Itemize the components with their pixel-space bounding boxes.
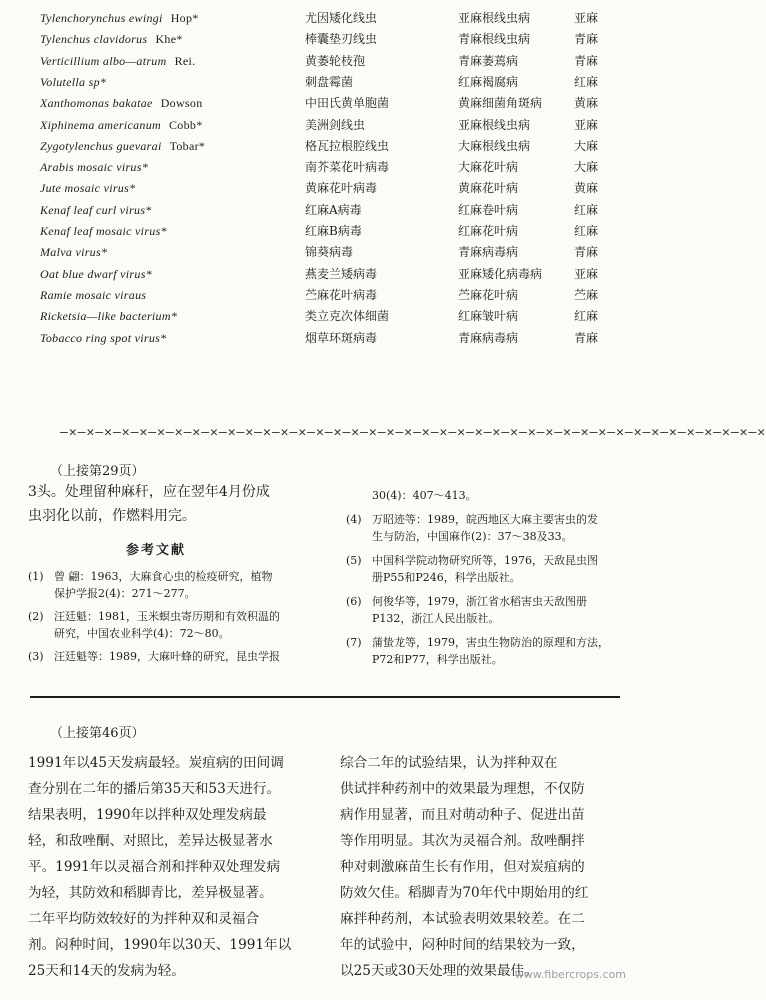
reference-line: 何俊华等，1979，浙江省水稻害虫天敌图册 <box>372 595 587 608</box>
crop-name: 红麻 <box>574 309 599 324</box>
table-row <box>0 157 640 178</box>
crop-name: 青麻 <box>574 32 599 47</box>
body-line: 查分别在二年的播后第35天和53天进行。 <box>28 781 281 797</box>
latin-name <box>40 264 160 285</box>
chinese-name: 黄萎轮枝孢 <box>305 53 366 68</box>
reference-number: (5) <box>346 554 362 567</box>
crop-name: 苎麻 <box>574 287 599 302</box>
reference-number: (3) <box>28 650 44 663</box>
table-row <box>0 264 640 285</box>
crop-name: 红麻 <box>574 202 599 217</box>
latin-binomial: Xiphinema americanum <box>40 117 161 132</box>
disease-name: 红麻皱叶病 <box>458 309 519 324</box>
table-row <box>0 51 640 72</box>
reference-line: 研究，中国农业科学(4)：72～80。 <box>54 627 230 640</box>
latin-binomial: Ricketsia—like bacterium* <box>40 309 178 324</box>
latin-binomial: Tylenchorynchus ewingi <box>40 11 163 25</box>
chinese-name: 烟草环斑病毒 <box>305 330 378 345</box>
chinese-name: 类立克次体细菌 <box>305 309 390 324</box>
reference-line: P72和P77，科学出版社。 <box>372 653 503 666</box>
author-citation: Dowson <box>160 96 203 111</box>
reference-item <box>346 552 636 586</box>
disease-name: 红麻花叶病 <box>458 224 519 238</box>
body-line: 剂。闷种时间，1990年以30天、1991年以 <box>28 937 292 953</box>
reference-number: (4) <box>346 513 362 526</box>
references-heading: 参考文献 <box>126 543 187 558</box>
reference-line: 生与防治，中国麻作(2)：37～38及33。 <box>372 530 573 543</box>
continued-note-1: （上接第29页） <box>50 464 145 479</box>
paragraph-line: 3头。处理留种麻秆，应在翌年4月份成 <box>28 484 270 500</box>
reference-number: (6) <box>346 595 362 608</box>
body-line: 病作用显著，而且对萌动种子、促进出苗 <box>340 807 585 823</box>
reference-line: 曾 翩：1963，大麻食心虫的检疫研究，植物 <box>54 570 273 583</box>
reference-line: P132，浙江人民出版社。 <box>372 612 500 625</box>
body-left-column <box>28 750 318 984</box>
latin-binomial: Arabis mosaic virus* <box>40 160 148 175</box>
latin-name <box>40 136 205 157</box>
disease-name: 青麻病毒病 <box>458 330 519 345</box>
latin-name <box>40 72 114 93</box>
reference-line: 蒲蛰龙等，1979，害虫生物防治的原理和方法， <box>372 636 609 649</box>
reference-line: 册P55和P246，科学出版社。 <box>372 571 521 584</box>
disease-name: 青麻根线虫病 <box>458 32 531 47</box>
crop-name: 青麻 <box>574 330 599 345</box>
table-row <box>0 285 640 306</box>
chinese-name: 棒囊垫刃线虫 <box>305 32 378 47</box>
body-line: 以25天或30天处理的效果最佳。 <box>340 963 538 979</box>
author-citation: Tobar* <box>169 138 206 153</box>
latin-name <box>40 157 156 178</box>
body-line: 25天和14天的发病为轻。 <box>28 963 185 979</box>
section-rule <box>30 696 620 698</box>
disease-name: 黄麻细菌角斑病 <box>458 96 543 111</box>
disease-name: 红麻卷叶病 <box>458 202 519 217</box>
latin-name <box>40 306 185 327</box>
chinese-name: 红麻A病毒 <box>305 202 362 217</box>
chinese-name: 苎麻花叶病毒 <box>305 287 378 302</box>
crop-name: 青麻 <box>574 53 599 68</box>
section1-paragraph <box>28 480 270 528</box>
crop-name: 大麻 <box>574 160 599 175</box>
disease-name: 青麻病毒病 <box>458 245 519 260</box>
body-line: 轻，和敌唑酮、对照比，差异达极显著水 <box>28 833 273 849</box>
crop-name: 红麻 <box>574 224 599 238</box>
table-row <box>0 8 640 29</box>
reference-item <box>346 511 636 545</box>
cross-mark-divider: —✕—✕—✕—✕—✕—✕—✕—✕—✕—✕—✕—✕—✕—✕—✕—✕—✕—✕—✕—✕—✕—✕—✕—✕—✕—✕—✕—✕—✕—✕—✕—✕—✕—✕—✕—✕—✕—✕—✕—✕ <box>60 425 766 440</box>
disease-name: 亚麻根线虫病 <box>458 117 531 132</box>
table-row <box>0 72 640 93</box>
disease-name: 亚麻矮化病毒病 <box>458 266 543 281</box>
reference-line: 保护学报2(4)：271～277。 <box>54 587 196 600</box>
crop-name: 黄麻 <box>574 96 599 111</box>
latin-binomial: Oat blue dwarf virus* <box>40 266 152 281</box>
paragraph-line: 虫羽化以前，作燃料用完。 <box>28 508 196 524</box>
latin-binomial: Kenaf leaf mosaic virus* <box>40 224 167 238</box>
table-row <box>0 306 640 327</box>
reference-line: 汪廷魁：1981，玉米螟虫寄历期和有效积温的 <box>54 610 280 623</box>
reference-line: 万昭迹等：1989，皖西地区大麻主要害虫的发 <box>372 513 598 526</box>
latin-name <box>40 178 143 199</box>
body-line: 结果表明，1990年以拌种双处理发病最 <box>28 807 267 823</box>
table-row <box>0 221 640 242</box>
reference-line: 汪廷魁等：1989，大麻叶蜂的研究，昆虫学报 <box>54 650 280 663</box>
body-line: 年的试验中，闷种时间的结果较为一致， <box>340 937 585 953</box>
crop-name: 红麻 <box>574 74 599 89</box>
chinese-name: 黄麻花叶病毒 <box>305 181 378 196</box>
chinese-name: 南芥菜花叶病毒 <box>305 160 390 175</box>
body-line: 防效欠佳。稻脚青为70年代中期始用的红 <box>340 885 589 901</box>
chinese-name: 燕麦兰矮病毒 <box>305 266 378 281</box>
author-citation: Rei. <box>174 53 196 68</box>
author-citation: Khe* <box>155 32 183 47</box>
latin-binomial: Verticillium albo—atrum <box>40 53 167 68</box>
latin-name <box>40 242 115 263</box>
reference-item <box>28 568 328 602</box>
reference-item <box>346 487 636 504</box>
latin-name <box>40 93 203 114</box>
reference-item <box>346 634 636 668</box>
body-line: 二年平均防效较好的为拌种双和灵福合 <box>28 911 260 927</box>
body-line: 供试拌种药剂中的效果最为理想，不仅防 <box>340 781 585 797</box>
latin-binomial: Tylenchus clavidorus <box>40 32 148 47</box>
reference-line: 中国科学院动物研究所等，1976，天敌昆虫图 <box>372 554 598 567</box>
reference-line: 30(4)：407～413。 <box>372 489 477 502</box>
chinese-name: 红麻B病毒 <box>305 224 362 238</box>
body-line: 麻拌种药剂，本试验表明效果较差。在二 <box>340 911 585 927</box>
latin-name <box>40 29 183 50</box>
latin-binomial: Jute mosaic virus* <box>40 181 136 196</box>
table-row <box>0 328 640 349</box>
crop-name: 亚麻 <box>574 266 599 281</box>
disease-name: 大麻根线虫病 <box>458 138 531 153</box>
latin-binomial: Tobacco ring spot virus* <box>40 330 167 345</box>
latin-binomial: Ramie mosaic viraus <box>40 287 147 302</box>
crop-name: 大麻 <box>574 138 599 153</box>
body-line: 种对刺激麻苗生长有作用，但对炭疽病的 <box>340 859 585 875</box>
body-line: 1991年以45天发病最轻。炭疽病的田间调 <box>28 755 284 771</box>
table-row <box>0 242 640 263</box>
reference-item <box>28 608 328 642</box>
continued-note-2: （上接第46页） <box>50 726 145 741</box>
site-watermark: www.fibercrops.com <box>514 968 626 981</box>
body-line: 为轻，其防效和稻脚青比，差异极显著。 <box>28 885 273 901</box>
body-line: 综合二年的试验结果，认为拌种双在 <box>340 755 558 771</box>
crop-name: 黄麻 <box>574 181 599 196</box>
reference-item <box>28 648 328 665</box>
table-row <box>0 115 640 136</box>
latin-binomial: Zygotylenchus guevarai <box>40 138 162 153</box>
chinese-name: 尤因矮化线虫 <box>305 11 378 25</box>
chinese-name: 锦葵病毒 <box>305 245 354 260</box>
disease-name: 大麻花叶病 <box>458 160 519 175</box>
reference-number: (1) <box>28 570 44 583</box>
chinese-name: 中田氏黄单胞菌 <box>305 96 390 111</box>
latin-name <box>40 115 203 136</box>
latin-binomial: Kenaf leaf curl virus* <box>40 202 152 217</box>
latin-binomial: Malva virus* <box>40 245 108 260</box>
body-right-column <box>340 750 630 984</box>
chinese-name: 格瓦拉根腔线虫 <box>305 138 390 153</box>
table-row <box>0 200 640 221</box>
chinese-name: 美洲剑线虫 <box>305 117 366 132</box>
crop-name: 青麻 <box>574 245 599 260</box>
latin-name <box>40 51 195 72</box>
reference-number: (2) <box>28 610 44 623</box>
latin-name <box>40 285 154 306</box>
crop-name: 亚麻 <box>574 117 599 132</box>
latin-name <box>40 328 174 349</box>
table-row <box>0 29 640 50</box>
disease-name: 亚麻根线虫病 <box>458 11 531 25</box>
table-row <box>0 178 640 199</box>
latin-binomial: Xanthomonas bakatae <box>40 96 153 111</box>
body-line: 等作用明显。其次为灵福合剂。敌唑酮拌 <box>340 833 585 849</box>
table-row <box>0 136 640 157</box>
latin-name <box>40 200 160 221</box>
disease-name: 黄麻花叶病 <box>458 181 519 196</box>
disease-name: 苎麻花叶病 <box>458 287 519 302</box>
crop-name: 亚麻 <box>574 11 599 25</box>
references-right-column <box>346 487 636 675</box>
reference-item <box>346 593 636 627</box>
body-line: 平。1991年以灵福合剂和拌种双处理发病 <box>28 859 281 875</box>
chinese-name: 刺盘霉菌 <box>305 74 354 89</box>
disease-name: 红麻褐腐病 <box>458 74 519 89</box>
latin-name <box>40 8 199 29</box>
table-row <box>0 93 640 114</box>
latin-name <box>40 221 175 242</box>
author-citation: Hop* <box>170 11 199 25</box>
reference-number: (7) <box>346 636 362 649</box>
disease-name: 青麻萎蔫病 <box>458 53 519 68</box>
references-left-column <box>28 568 328 671</box>
author-citation: Cobb* <box>168 117 203 132</box>
latin-binomial: Volutella sp* <box>40 74 107 89</box>
